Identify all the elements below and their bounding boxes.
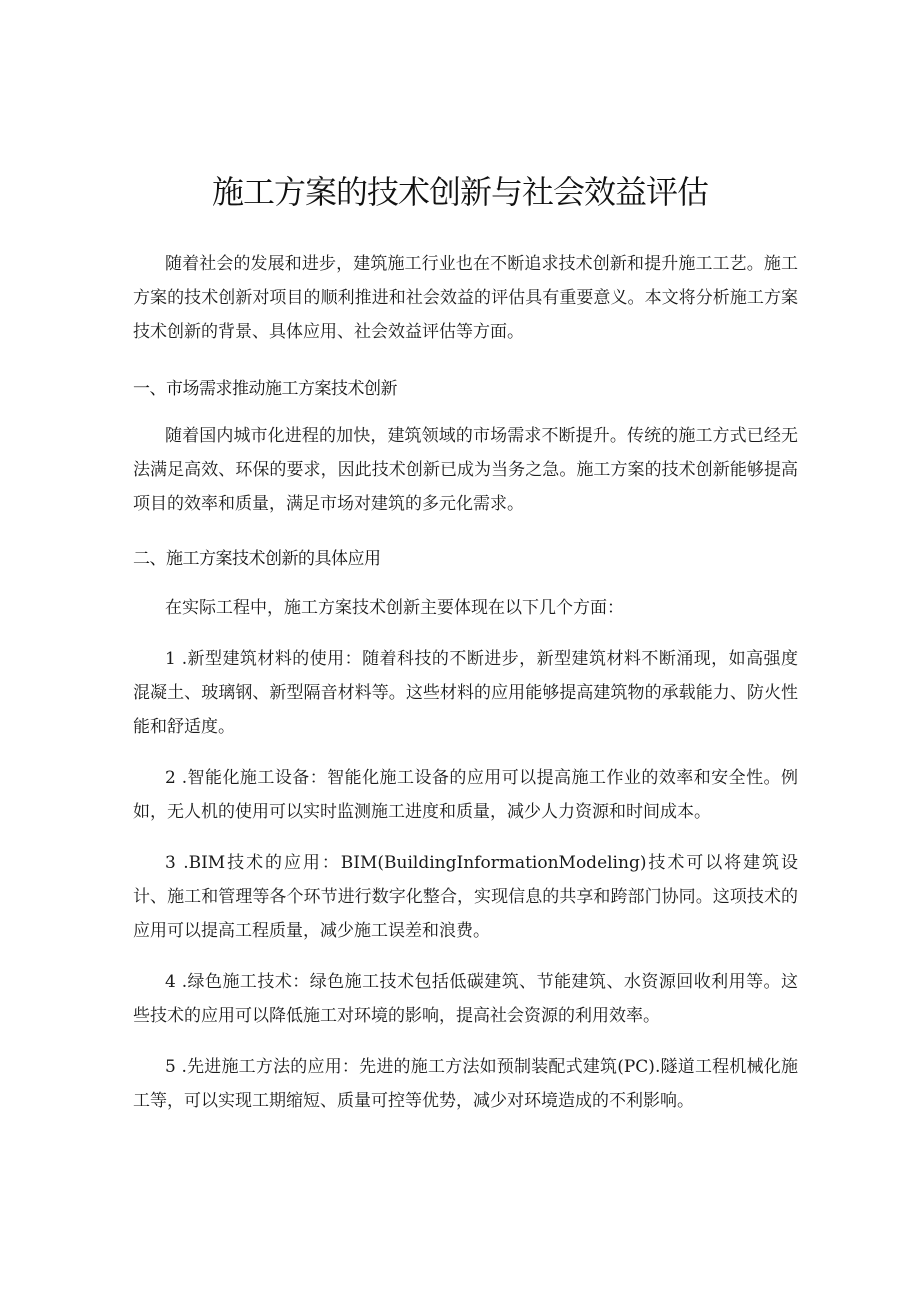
section-heading-2: 二、施工方案技术创新的具体应用 [133,549,381,569]
section-paragraph-2: 在实际工程中，施工方案技术创新主要体现在以下几个方面： [165,598,624,618]
list-item [133,965,798,1033]
list-item-number: 4 [165,972,176,992]
list-item [133,846,798,948]
list-item-text: .BIM技术的应用：BIM(BuildingInformationModeling)技术可以将建筑设计、施工和管理等各个环节进行数字化整合，实现信息的共享和跨部门协同。这项技术的应用可以提高工程质量，减少施工误差和浪费。 [133,853,799,941]
list-item-text: .新型建筑材料的使用：随着科技的不断进步，新型建筑材料不断涌现，如高强度混凝土、玻璃钢、新型隔音材料等。这些材料的应用能够提高建筑物的承载能力、防火性能和舒适度。 [133,649,798,737]
list-item-text: .先进施工方法的应用：先进的施工方法如预制装配式建筑(PC).隧道工程机械化施工等，可以实现工期缩短、质量可控等优势，减少对环境造成的不利影响。 [133,1057,798,1111]
list-item [133,642,798,744]
list-item-number: 3 [165,853,176,873]
document-title: 施工方案的技术创新与社会效益评估 [211,173,708,211]
list-item-text: .智能化施工设备：智能化施工设备的应用可以提高施工作业的效率和安全性。例如，无人机的使用可以实时监测施工进度和质量，减少人力资源和时间成本。 [133,768,798,822]
list-item-number: 1 [165,649,176,669]
intro-paragraph: 随着社会的发展和进步，建筑施工行业也在不断追求技术创新和提升施工工艺。施工方案的技术创新对项目的顺利推进和社会效益的评估具有重要意义。本文将分析施工方案技术创新的背景、具体应用、社会效益评估等方面。 [133,254,798,342]
list-item-text: .绿色施工技术：绿色施工技术包括低碳建筑、节能建筑、水资源回收利用等。这些技术的应用可以降低施工对环境的影响，提高社会资源的利用效率。 [133,972,798,1026]
list-item-number: 5 [165,1057,176,1077]
section-heading-1: 一、市场需求推动施工方案技术创新 [133,379,397,399]
list-item-number: 2 [165,768,176,788]
section-paragraph-1: 随着国内城市化进程的加快，建筑领域的市场需求不断提升。传统的施工方式已经无法满足高效、环保的要求，因此技术创新已成为当务之急。施工方案的技术创新能够提高项目的效率和质量，满足市场对建筑的多元化需求。 [133,426,798,514]
list-item [133,1050,798,1118]
list-item [133,761,798,829]
